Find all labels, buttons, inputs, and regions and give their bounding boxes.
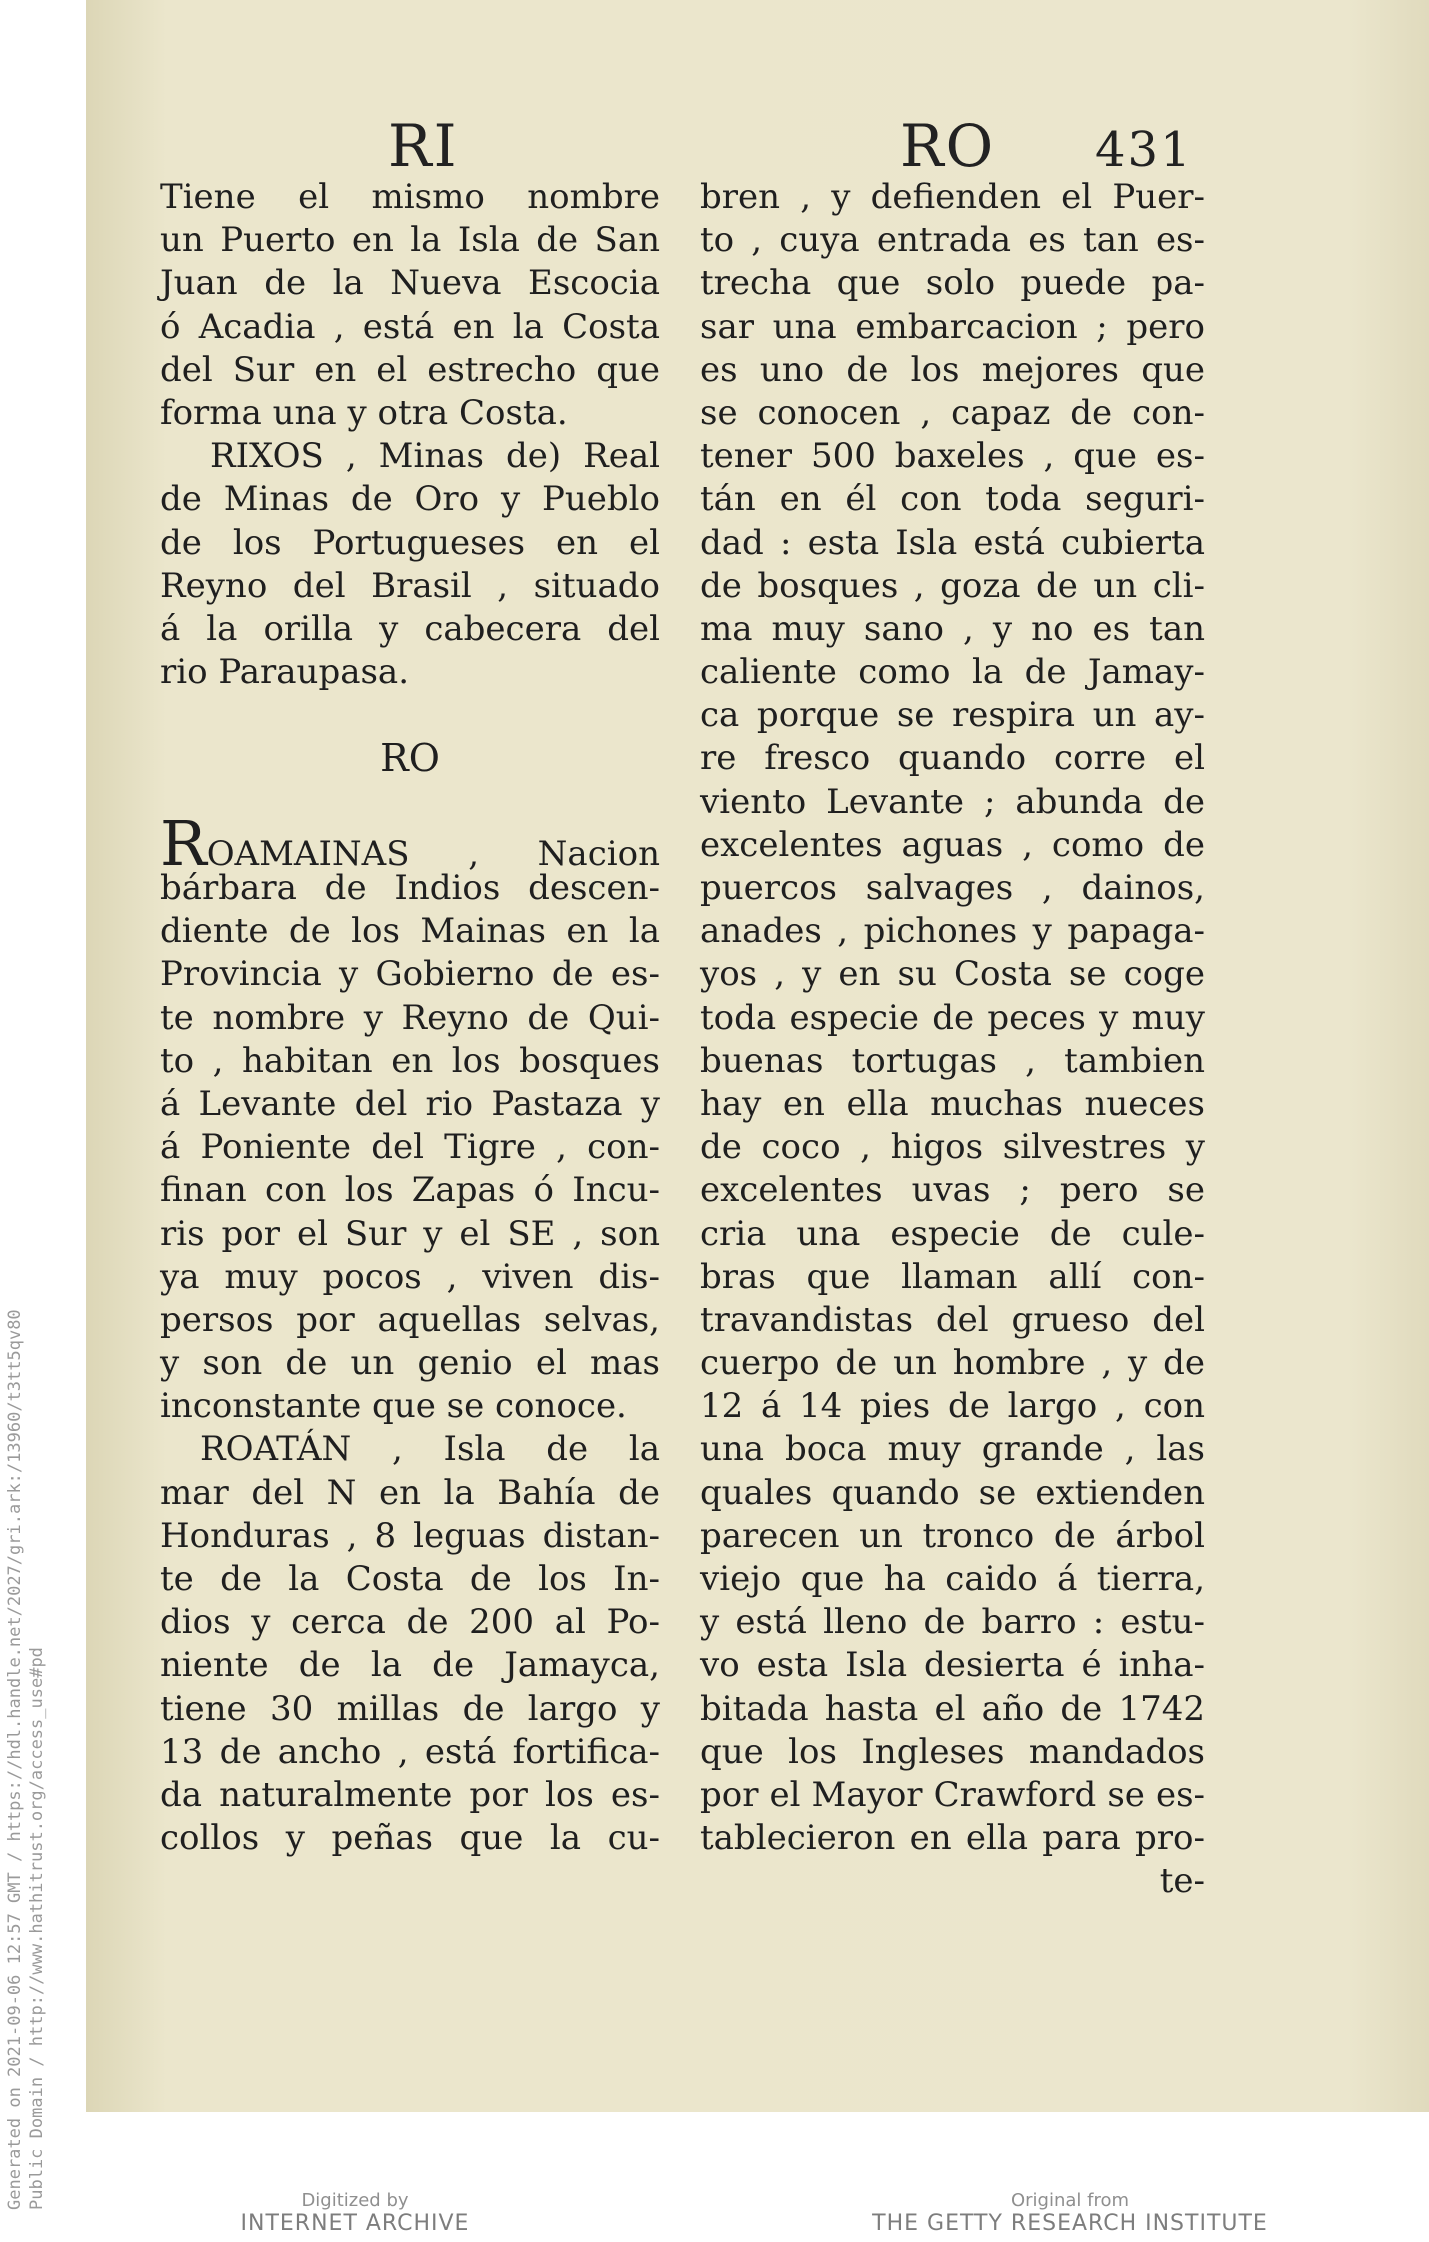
text-line: de los Portugueses en el xyxy=(160,522,660,563)
text-line: del Sur en el estrecho que xyxy=(160,349,660,390)
text-line: hay en ella muchas nueces xyxy=(700,1083,1205,1124)
digitized-by-label: Digitized by xyxy=(301,2190,409,2211)
text-line: mar del N en la Bahía de xyxy=(160,1472,660,1513)
text-line: Honduras , 8 leguas distan- xyxy=(160,1515,660,1556)
text-line: 13 de ancho , está fortifica- xyxy=(160,1731,660,1772)
text-line: cuerpo de un hombre , y de xyxy=(700,1343,1205,1384)
text-line: de bosques , goza de un cli- xyxy=(700,565,1205,606)
text-line: inconstante que se conoce. xyxy=(160,1386,627,1427)
text-line: Provincia y Gobierno de es- xyxy=(160,954,660,995)
source-institution: THE GETTY RESEARCH INSTITUTE xyxy=(872,2211,1268,2236)
text-line: excelentes uvas ; pero se xyxy=(700,1170,1205,1211)
text-line: ma muy sano , y no es tan xyxy=(700,608,1205,649)
original-from-credit xyxy=(870,2190,1270,2236)
text-line: ca porque se respira un ay- xyxy=(700,695,1205,736)
digitizer-name: INTERNET ARCHIVE xyxy=(240,2211,470,2236)
text-line: á Poniente del Tigre , con- xyxy=(160,1127,660,1168)
text-line: 12 á 14 pies de largo , con xyxy=(700,1386,1205,1427)
text-line: puercos salvages , dainos, xyxy=(700,868,1205,908)
text-line: por el Mayor Crawford se es- xyxy=(700,1774,1205,1815)
text-line: viejo que ha caido á tierra, xyxy=(700,1559,1205,1599)
text-line: to , habitan en los bosques xyxy=(160,1040,660,1081)
text-line: tener 500 baxeles , que es- xyxy=(700,436,1205,477)
generation-notice-line: Generated on 2021-09-06 12:57 GMT / https://hdl.handle.net/2027/gri.ark:/13960/t3tt5qv80 xyxy=(5,1309,25,2210)
text-line: collos y peñas que la cu- xyxy=(160,1818,660,1859)
text-line: buenas tortugas , tambien xyxy=(700,1040,1205,1081)
text-line: ya muy pocos , viven dis- xyxy=(160,1256,660,1297)
text-line: da naturalmente por los es- xyxy=(160,1774,660,1815)
running-head-center: RO xyxy=(900,112,996,180)
generation-notice xyxy=(4,1309,48,2210)
text-line: y está lleno de barro : estu- xyxy=(700,1602,1205,1643)
blank-line xyxy=(160,694,660,737)
text-line: de Minas de Oro y Pueblo xyxy=(160,479,660,520)
text-line: que los Ingleses mandados xyxy=(700,1731,1205,1772)
page-number: 431 xyxy=(1095,122,1193,178)
text-line: niente de la de Jamayca, xyxy=(160,1645,660,1686)
text-line: dios y cerca de 200 al Po- xyxy=(160,1602,660,1643)
text-line: travandistas del grueso del xyxy=(700,1299,1205,1340)
text-line: bárbara de Indios descen- xyxy=(160,868,660,908)
section-heading: RO xyxy=(380,736,440,781)
text-line: te nombre y Reyno de Qui- xyxy=(160,997,660,1038)
text-line: RIXOS , Minas de) Real xyxy=(210,436,660,477)
text-line: una boca muy grande , las xyxy=(700,1429,1205,1470)
digitized-by-credit xyxy=(230,2190,480,2236)
text-line: yos , y en su Costa se coge xyxy=(700,954,1205,995)
text-line: te de la Costa de los In- xyxy=(160,1559,660,1599)
text-line: tiene 30 millas de largo y xyxy=(160,1688,660,1729)
text-line: parecen un tronco de árbol xyxy=(700,1515,1205,1556)
text-line-rest: OAMAINAS , Nacion xyxy=(206,833,660,874)
text-line: Tiene el mismo nombre xyxy=(160,177,660,217)
text-line: re fresco quando corre el xyxy=(700,738,1205,779)
text-line: es uno de los mejores que xyxy=(700,349,1205,390)
running-head-left: RI xyxy=(388,112,459,180)
text-line: cria una especie de cule- xyxy=(700,1213,1205,1254)
text-line: forma una y otra Costa. xyxy=(160,392,568,433)
text-line: sar una embarcacion ; pero xyxy=(700,306,1205,347)
text-line: vo esta Isla desierta é inha- xyxy=(700,1645,1205,1686)
catchword: te- xyxy=(1159,1861,1205,1902)
text-line: rio Paraupasa. xyxy=(160,652,410,693)
text-line: excelentes aguas , como de xyxy=(700,824,1205,865)
text-line: ris por el Sur y el SE , son xyxy=(160,1213,660,1254)
text-line: caliente como la de Jamay- xyxy=(700,652,1205,693)
text-line: Reyno del Brasil , situado xyxy=(160,565,660,606)
blank-line xyxy=(160,781,660,824)
text-line: tablecieron en ella para pro- xyxy=(700,1818,1205,1859)
text-line: y son de un genio el mas xyxy=(160,1343,660,1384)
left-column xyxy=(160,176,660,1860)
text-line: to , cuya entrada es tan es- xyxy=(700,220,1205,261)
text-line: de coco , higos silvestres y xyxy=(700,1127,1205,1168)
text-line: persos por aquellas selvas, xyxy=(160,1299,660,1340)
text-line: trecha que solo puede pa- xyxy=(700,263,1205,304)
license-notice-line: Public Domain / http://www.hathitrust.org/access_use#pd xyxy=(27,1647,47,2210)
text-line: á Levante del rio Pastaza y xyxy=(160,1083,660,1124)
original-from-label: Original from xyxy=(1010,2190,1130,2211)
text-line: viento Levante ; abunda de xyxy=(700,781,1205,822)
text-line: tán en él con toda seguri- xyxy=(700,479,1205,520)
right-column xyxy=(700,176,1205,1904)
text-line: ó Acadia , está en la Costa xyxy=(160,306,660,347)
text-line: se conocen , capaz de con- xyxy=(700,392,1205,433)
text-line: toda especie de peces y muy xyxy=(700,997,1205,1038)
text-line: finan con los Zapas ó Incu- xyxy=(160,1170,660,1211)
text-line: Juan de la Nueva Escocia xyxy=(160,263,660,304)
text-line: anades , pichones y papaga- xyxy=(700,911,1205,952)
text-line: dad : esta Isla está cubierta xyxy=(700,522,1205,563)
text-line: bitada hasta el año de 1742 xyxy=(700,1688,1205,1729)
text-line: bras que llaman allí con- xyxy=(700,1256,1205,1297)
text-line xyxy=(160,806,660,880)
text-line: un Puerto en la Isla de San xyxy=(160,220,660,261)
text-line: ROATÁN , Isla de la xyxy=(200,1429,660,1470)
text-line: á la orilla y cabecera del xyxy=(160,608,660,649)
text-line: quales quando se extienden xyxy=(700,1472,1205,1513)
text-line: diente de los Mainas en la xyxy=(160,911,660,952)
text-line: bren , y defienden el Puer- xyxy=(700,177,1205,217)
drop-cap: R xyxy=(160,806,207,880)
